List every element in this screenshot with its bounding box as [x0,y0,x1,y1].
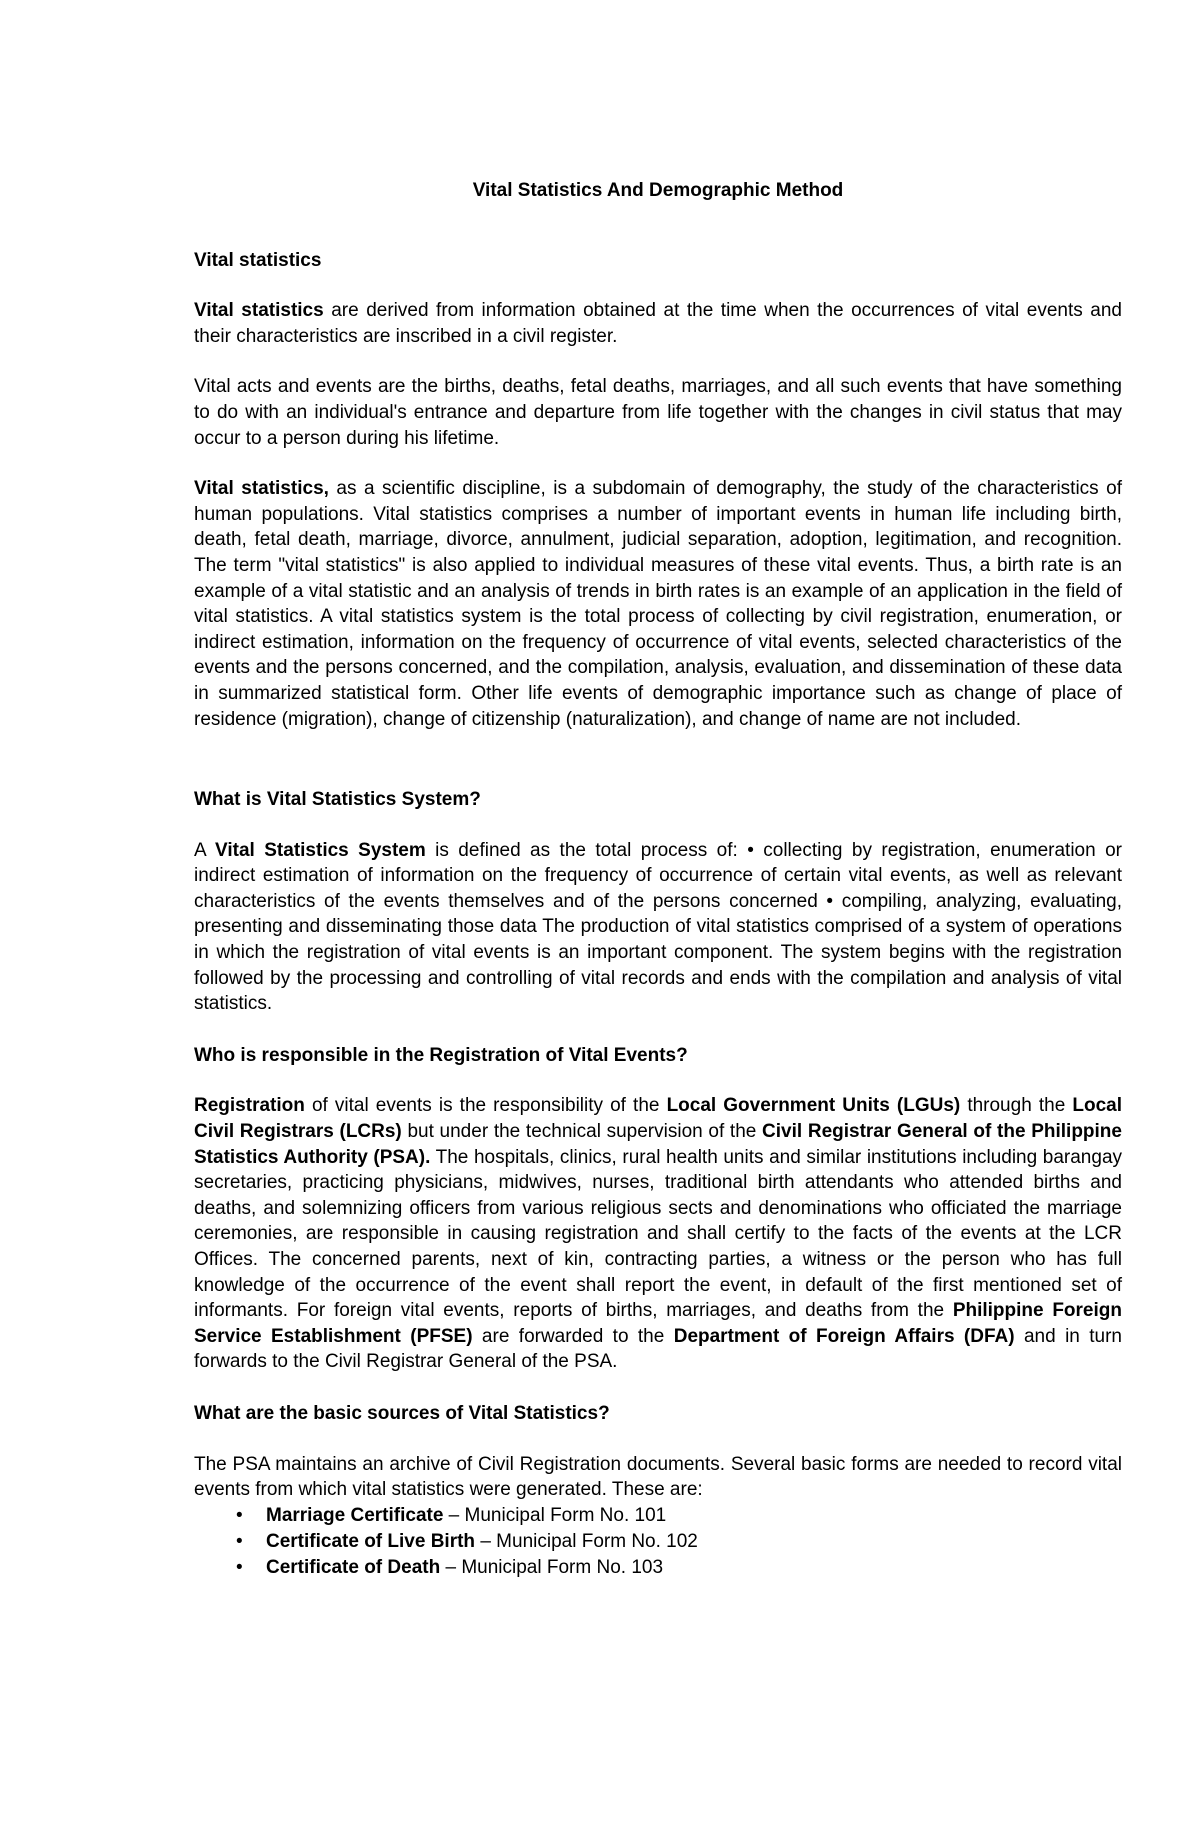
list-item [194,1555,1122,1581]
bullet-icon: • [236,1530,243,1552]
document-title: Vital Statistics And Demographic Method [472,180,844,201]
paragraph-vital-statistics-system [194,838,1122,1017]
section-heading-vital-statistics: Vital statistics [194,249,322,271]
paragraph-text: is defined as the total process of: • collecting by registration, enumeration or indirect estimation of information on the frequency of occurrence of certain vital events, as well as relevant characteristics of the events themselves and of the persons concerned • compiling, analyzing, evaluating, presenting and disseminating those data The production of vital statistics comprised of a system of operations in which the registration of vital events is an important component. The system begins with the registration followed by the processing and controlling of vital records and ends with the compilation and analysis of vital statistics. [194,839,1123,1015]
list-item [194,1529,1122,1555]
section-heading-vital-statistics-system: What is Vital Statistics System? [194,789,481,811]
bold-term: Vital statistics, [194,478,329,500]
paragraph-text: but under the technical supervision of the [401,1121,763,1143]
form-number: – Municipal Form No. 102 [475,1530,698,1552]
form-number: – Municipal Form No. 103 [440,1556,664,1578]
bold-term: Department of Foreign Affairs (DFA) [673,1325,1015,1347]
bold-term: Philippine Foreign Service Establishment (PFSE) [194,1300,1122,1347]
form-name: Certificate of Live Birth [266,1530,476,1552]
paragraph-text: as a scientific discipline, is a subdomain of demography, the study of the characteristics of human populations. Vital statistics comprises a number of important events in human life including birth, death, fetal death, marriage, divorce, annulment, judicial separation, adoption, legitimation, and recognition. The term "vital statistics" is also applied to individual measures of these vital events. Thus, a birth rate is an example of a vital statistic and an analysis of trends in birth rates is an example of an application in the field of vital statistics. A vital statistics system is the total process of collecting by civil registration, enumeration, or indirect estimation, information on the frequency of occurrence of vital events, selected characteristics of the events and the persons concerned, and the compilation, analysis, evaluation, and dissemination of these data in summarized statistical form. Other life events of demographic importance such as change of place of residence (migration), change of citizenship (naturalization), and change of name are not included. [194,478,1122,730]
paragraph-text: The hospitals, clinics, rural health units and similar institutions including barangay secretaries, practicing physicians, midwives, nurses, traditional birth attendants who attended births and deaths, and solemnizing officers from various religious sects and denominations who officiated the marriage ceremonies, are responsible in causing registration and shall certify to the facts of the events at the LCR Offices. The concerned parents, next of kin, contracting parties, a witness or the person who has full knowledge of the occurrence of the event shall report the event, in default of the first mentioned set of informants. For foreign vital events, reports of births, marriages, and deaths from the [194,1146,1123,1322]
form-name: Marriage Certificate [266,1504,444,1526]
paragraph-text: and in turn forwards to the Civil Registrar General of the PSA. [194,1325,1122,1373]
paragraph-text: are forwarded to the [472,1325,674,1347]
section-heading-responsibility: Who is responsible in the Registration of Vital Events? [194,1044,688,1066]
paragraph-text: of vital events is the responsibility of the [304,1095,667,1117]
paragraph-vital-acts: Vital acts and events are the births, deaths, fetal deaths, marriages, and all such events that have something to do with an individual's entrance and departure from life together with the changes in civil status that may occur to a person during his lifetime. [194,376,1122,449]
list-item [194,1503,1122,1529]
bold-term: Civil Registrar General of the Philippine Statistics Authority (PSA). [194,1121,1122,1168]
bold-term: Registration [194,1095,305,1117]
document-body [194,178,1122,1581]
paragraph-registration-responsibility [194,1093,1122,1375]
form-number: – Municipal Form No. 101 [443,1504,667,1526]
section-heading-basic-sources: What are the basic sources of Vital Statistics? [194,1402,610,1424]
bold-term: Local Government Units (LGUs) [666,1095,961,1117]
paragraph-text: are derived from information obtained at the time when the occurrences of vital events and their characteristics are inscribed in a civil register. [194,300,1123,347]
paragraph-vital-statistics-discipline [194,476,1122,732]
forms-list [194,1503,1122,1581]
bold-term: Vital statistics [194,300,324,322]
form-name: Certificate of Death [266,1556,441,1578]
bold-term: Local Civil Registrars (LCRs) [194,1095,1122,1143]
paragraph-basic-sources: The PSA maintains an archive of Civil Registration documents. Several basic forms are needed to record vital events from which vital statistics were generated. These are: [194,1453,1122,1501]
bullet-icon: • [236,1556,243,1578]
paragraph-text: A [194,839,216,861]
bold-term: Vital Statistics System [215,839,426,861]
paragraph-vital-statistics-definition [194,298,1122,349]
paragraph-text: through the [960,1095,1073,1117]
bullet-icon: • [236,1504,243,1526]
